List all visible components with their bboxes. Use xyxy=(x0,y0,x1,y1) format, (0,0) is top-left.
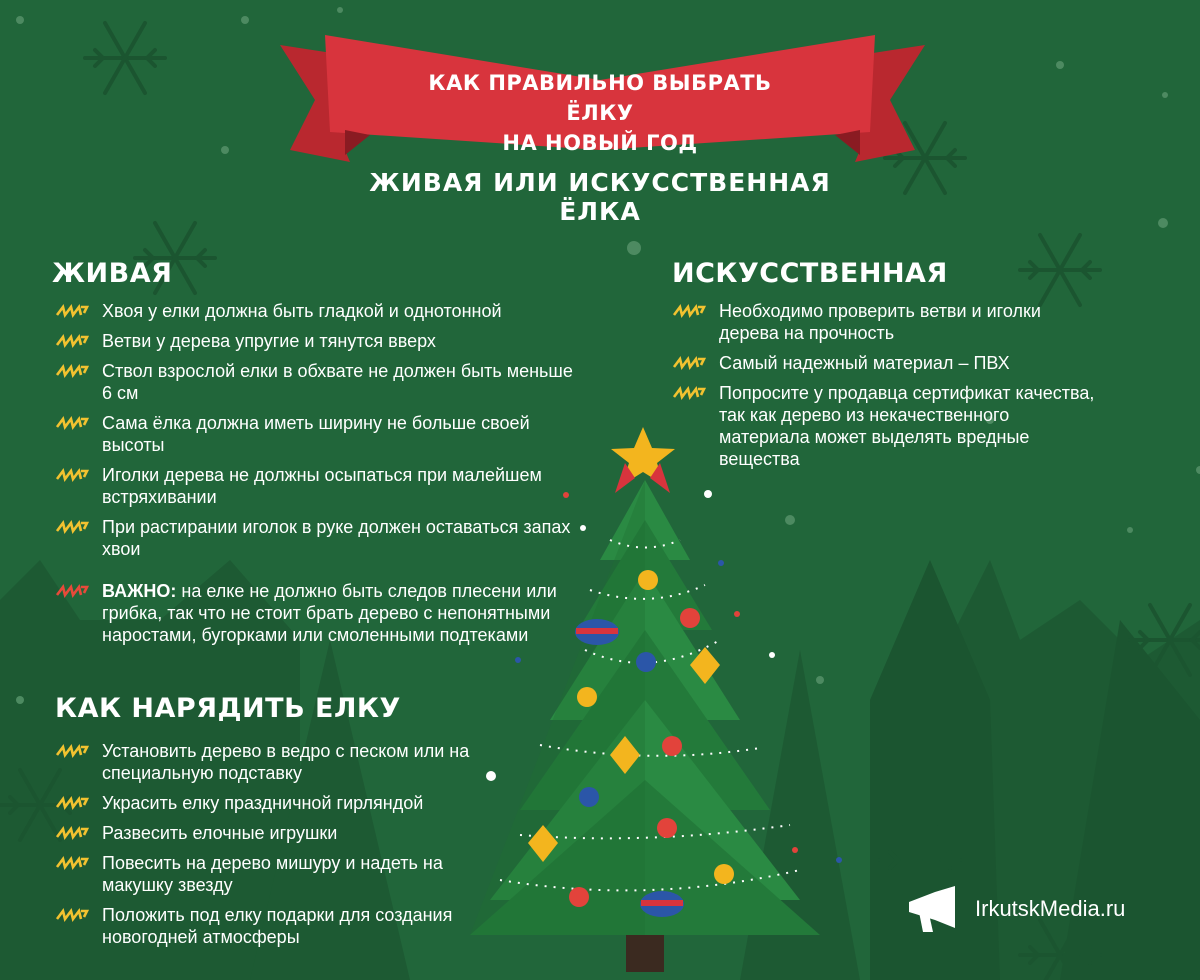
arrow-icon xyxy=(55,795,89,811)
decorate-tree-title: КАК НАРЯДИТЬ ЕЛКУ xyxy=(55,693,401,724)
megaphone-icon xyxy=(905,884,965,934)
arrow-icon xyxy=(55,907,89,923)
arrow-icon xyxy=(672,385,706,401)
snowflake-icon xyxy=(1020,235,1100,305)
list-item: Попросите у продавца сертификат качества, так как дерево из некачественного материала может выделять вредные вещества xyxy=(672,382,1102,470)
list-item: Повесить на дерево мишуру и надеть на макушку звезду xyxy=(55,852,505,896)
subtitle: ЖИВАЯ ИЛИ ИСКУССТВЕННАЯ ЁЛКА xyxy=(369,168,831,226)
important-text: на елке не должно быть следов плесени или грибка, так что не стоит брать дерево с непонятными наростами, бугорками или смоленными подтеками xyxy=(102,581,557,645)
list-item: Установить дерево в ведро с песком или на специальную подставку xyxy=(55,740,505,784)
list-item: Развесить елочные игрушки xyxy=(55,822,505,844)
list-item: Украсить елку праздничной гирляндой xyxy=(55,792,505,814)
main-title-line1: КАК ПРАВИЛЬНО ВЫБРАТЬ ЁЛКУ xyxy=(428,71,772,125)
arrow-icon xyxy=(55,467,89,483)
list-item: Хвоя у елки должна быть гладкой и однотонной xyxy=(55,300,575,322)
arrow-icon xyxy=(55,583,89,599)
artificial-tree-list xyxy=(672,300,1102,470)
list-item: При растирании иголок в руке должен оставаться запах хвои xyxy=(55,516,575,560)
logo-text: IrkutskMedia.ru xyxy=(975,896,1126,921)
list-item: Ствол взрослой елки в обхвате не должен быть меньше 6 см xyxy=(55,360,575,404)
important-label: ВАЖНО: xyxy=(102,581,177,601)
snowflake-icon xyxy=(85,23,165,93)
arrow-icon xyxy=(672,355,706,371)
live-tree-title: ЖИВАЯ xyxy=(52,258,173,289)
arrow-icon xyxy=(55,415,89,431)
list-item: Иголки дерева не должны осыпаться при малейшем встряхивании xyxy=(55,464,575,508)
list-item: Необходимо проверить ветви и иголки дерева на прочность xyxy=(672,300,1102,344)
live-tree-list xyxy=(55,300,575,646)
arrow-icon xyxy=(55,363,89,379)
arrow-icon xyxy=(55,519,89,535)
list-item: Ветви у дерева упругие и тянутся вверх xyxy=(55,330,575,352)
artificial-tree-title: ИСКУССТВЕННАЯ xyxy=(672,258,948,289)
arrow-icon xyxy=(55,333,89,349)
decorate-tree-list xyxy=(55,740,505,948)
arrow-icon xyxy=(55,825,89,841)
list-item: Сама ёлка должна иметь ширину не больше своей высоты xyxy=(55,412,575,456)
site-logo[interactable] xyxy=(905,884,1125,934)
list-item: Положить под елку подарки для создания новогодней атмосферы xyxy=(55,904,505,948)
arrow-icon xyxy=(55,303,89,319)
arrow-icon xyxy=(55,855,89,871)
arrow-icon xyxy=(672,303,706,319)
list-item: Самый надежный материал – ПВХ xyxy=(672,352,1102,374)
important-note xyxy=(55,580,575,646)
main-title xyxy=(410,68,790,158)
arrow-icon xyxy=(55,743,89,759)
main-title-line2: НА НОВЫЙ ГОД xyxy=(502,131,698,155)
